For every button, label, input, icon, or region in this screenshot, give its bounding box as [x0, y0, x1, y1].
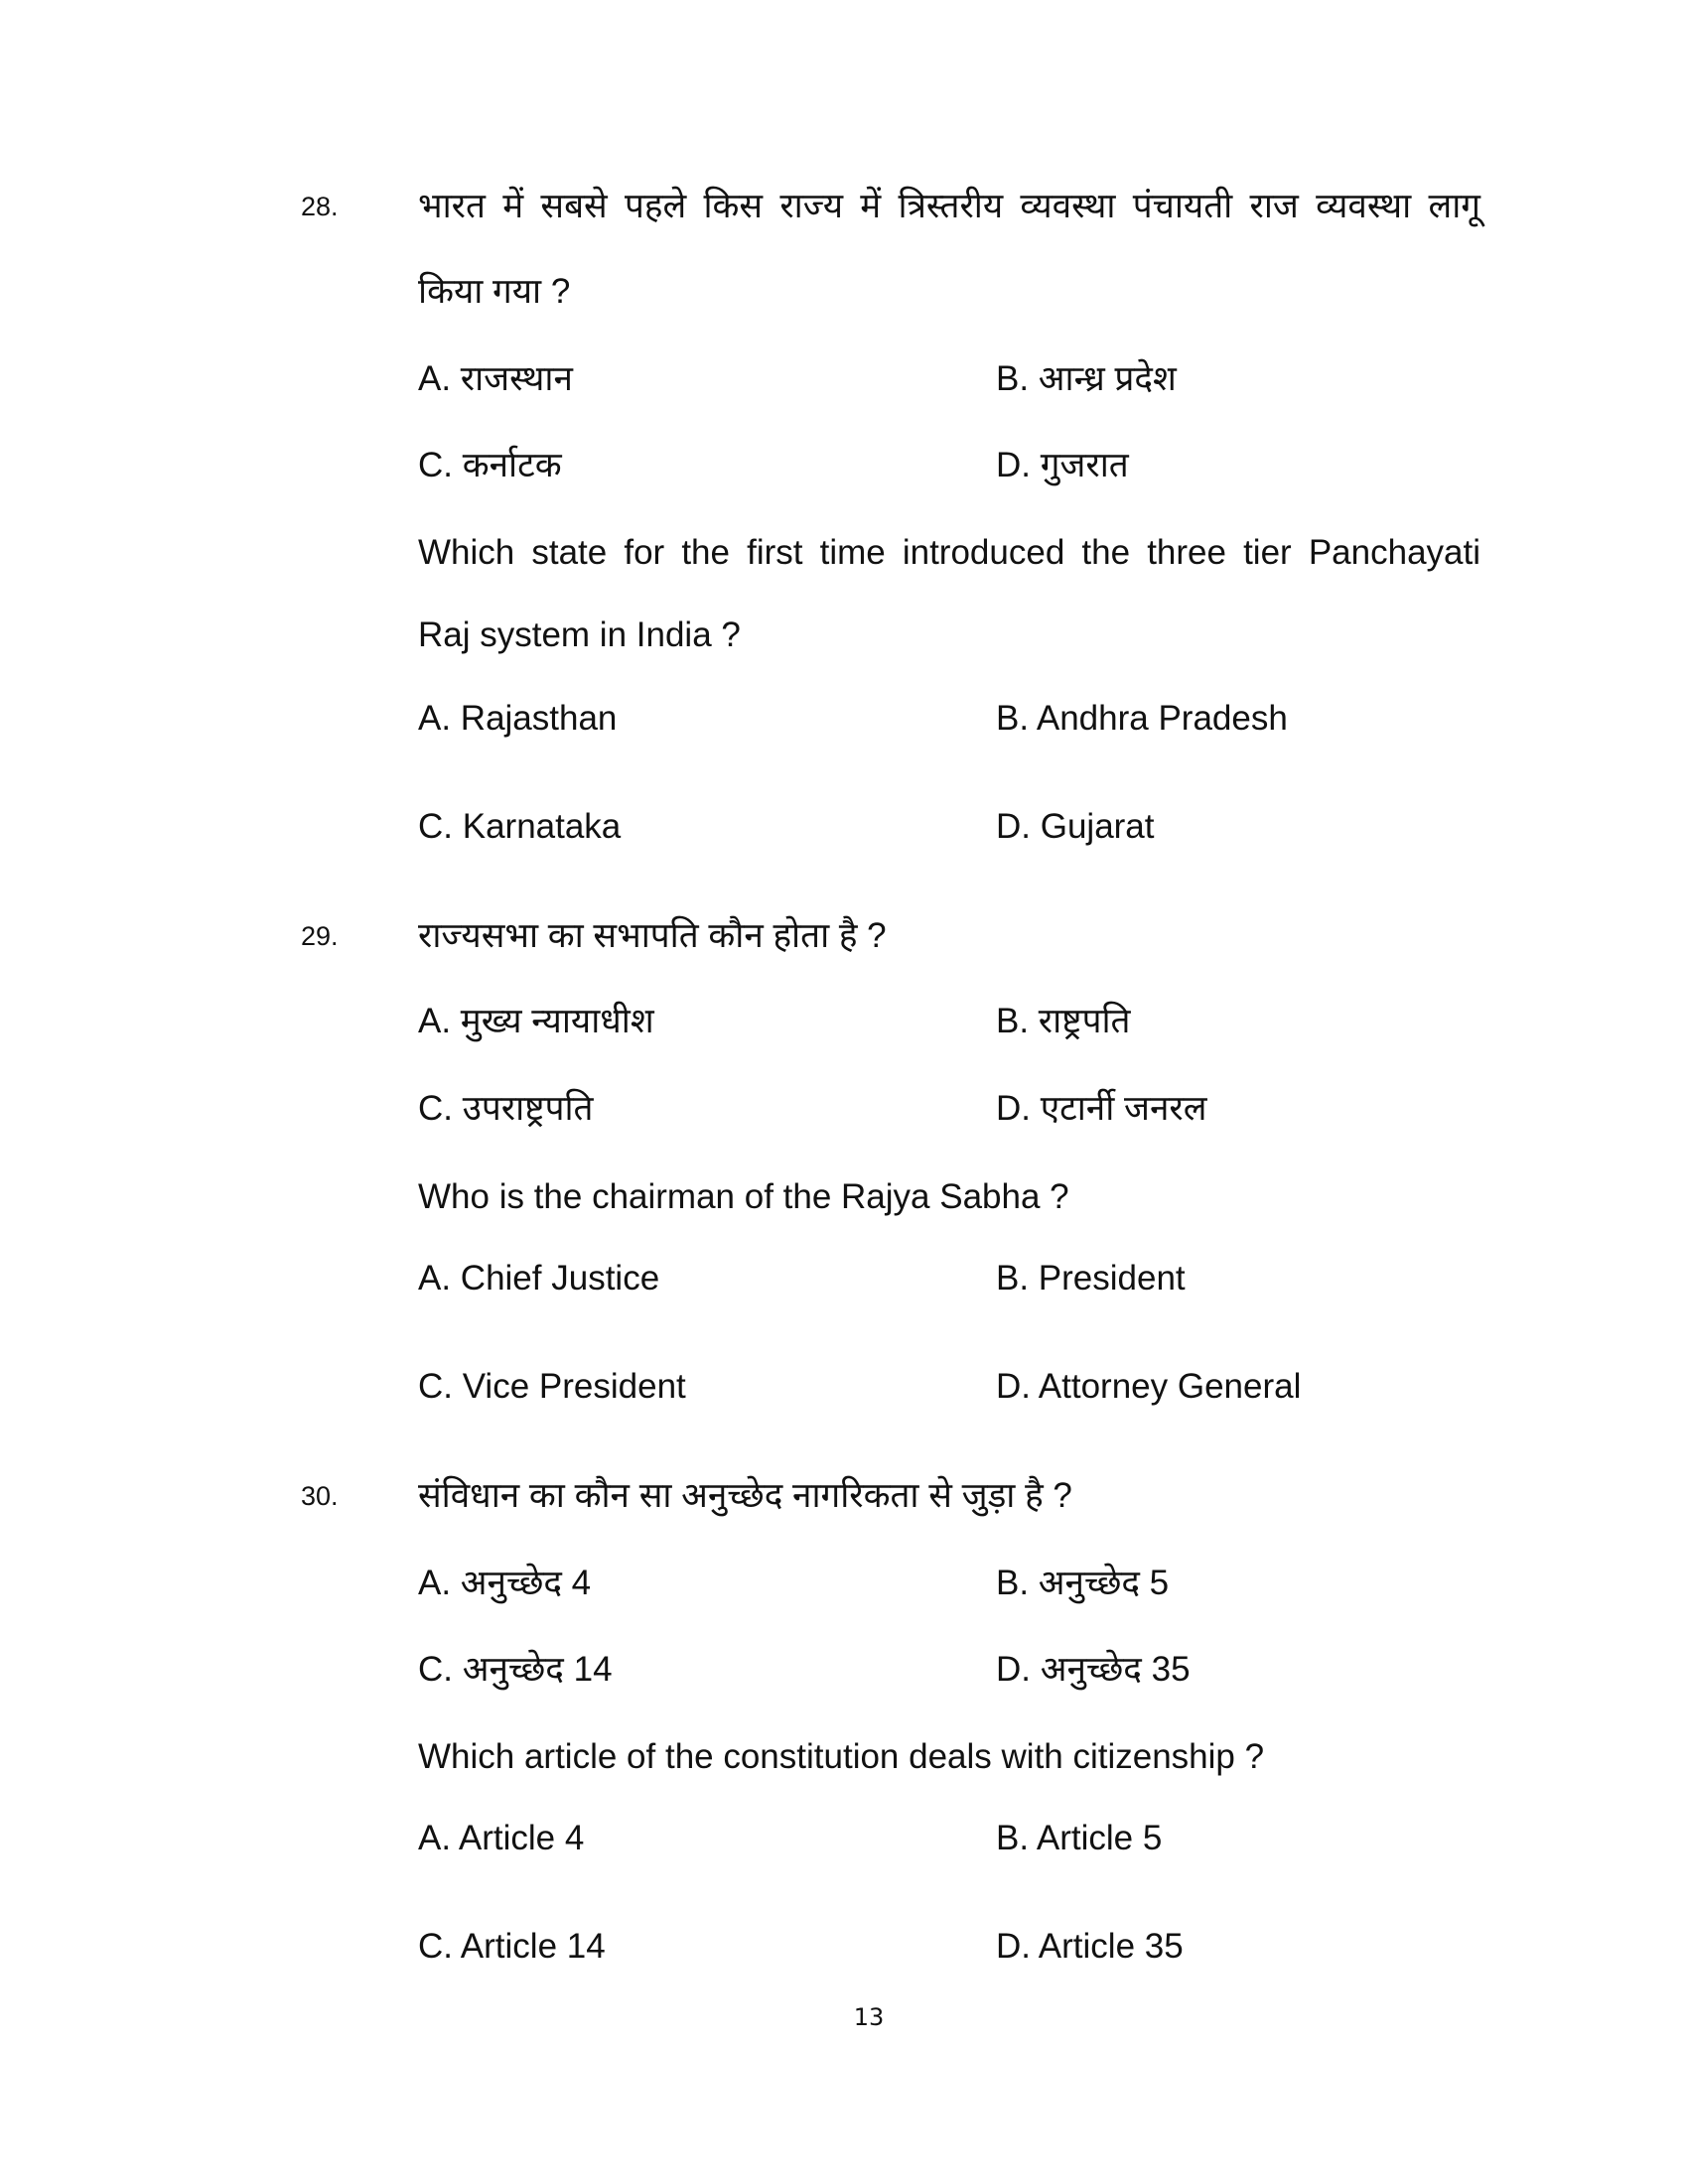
- hindi-question-line: किया गया ?: [418, 272, 571, 311]
- english-option-b: B. President: [996, 1259, 1186, 1297]
- hindi-option-b: B. अनुच्छेद 5: [996, 1564, 1170, 1602]
- english-option-a: A. Chief Justice: [418, 1259, 660, 1297]
- english-option-c: C. Article 14: [418, 1927, 606, 1966]
- hindi-option-d: D. अनुच्छेद 35: [996, 1650, 1191, 1689]
- hindi-option-a: A. अनुच्छेद 4: [418, 1564, 592, 1602]
- hindi-option-c: C. कर्नाटक: [418, 446, 562, 484]
- question-number: 28.: [301, 192, 339, 221]
- question-number: 29.: [301, 921, 339, 951]
- english-option-a: A. Rajasthan: [418, 699, 618, 738]
- english-option-a: A. Article 4: [418, 1819, 585, 1857]
- hindi-option-c: C. उपराष्ट्रपति: [418, 1089, 594, 1128]
- hindi-option-d: D. गुजरात: [996, 446, 1129, 484]
- english-option-c: C. Vice President: [418, 1367, 686, 1406]
- english-option-d: D. Gujarat: [996, 807, 1155, 846]
- hindi-question-line: संविधान का कौन सा अनुच्छेद नागरिकता से जुड़ा है ?: [418, 1476, 1072, 1515]
- english-option-d: D. Article 35: [996, 1927, 1184, 1966]
- hindi-option-d: D. एटार्नी जनरल: [996, 1089, 1207, 1128]
- hindi-option-b: B. राष्ट्रपति: [996, 1002, 1131, 1040]
- hindi-question-line: भारत में सबसे पहले किस राज्य में त्रिस्तरीय व्यवस्था पंचायती राज व्यवस्था लागू: [418, 187, 1480, 225]
- hindi-question-line: राज्यसभा का सभापति कौन होता है ?: [418, 916, 887, 955]
- hindi-option-b: B. आन्ध्र प्रदेश: [996, 359, 1177, 398]
- page-number: 13: [853, 2003, 885, 2031]
- question-number: 30.: [301, 1481, 339, 1511]
- english-option-b: B. Article 5: [996, 1819, 1163, 1857]
- hindi-option-c: C. अनुच्छेद 14: [418, 1650, 613, 1689]
- english-question-line: Who is the chairman of the Rajya Sabha ?: [418, 1177, 1069, 1216]
- english-option-c: C. Karnataka: [418, 807, 622, 846]
- hindi-option-a: A. मुख्य न्यायाधीश: [418, 1002, 654, 1040]
- english-question-line: Raj system in India ?: [418, 615, 741, 654]
- english-option-b: B. Andhra Pradesh: [996, 699, 1288, 738]
- hindi-option-a: A. राजस्थान: [418, 359, 573, 398]
- english-option-d: D. Attorney General: [996, 1367, 1302, 1406]
- english-question-line: Which article of the constitution deals with citizenship ?: [418, 1737, 1265, 1776]
- english-question-line: Which state for the first time introduced the three tier Panchayati: [418, 533, 1480, 572]
